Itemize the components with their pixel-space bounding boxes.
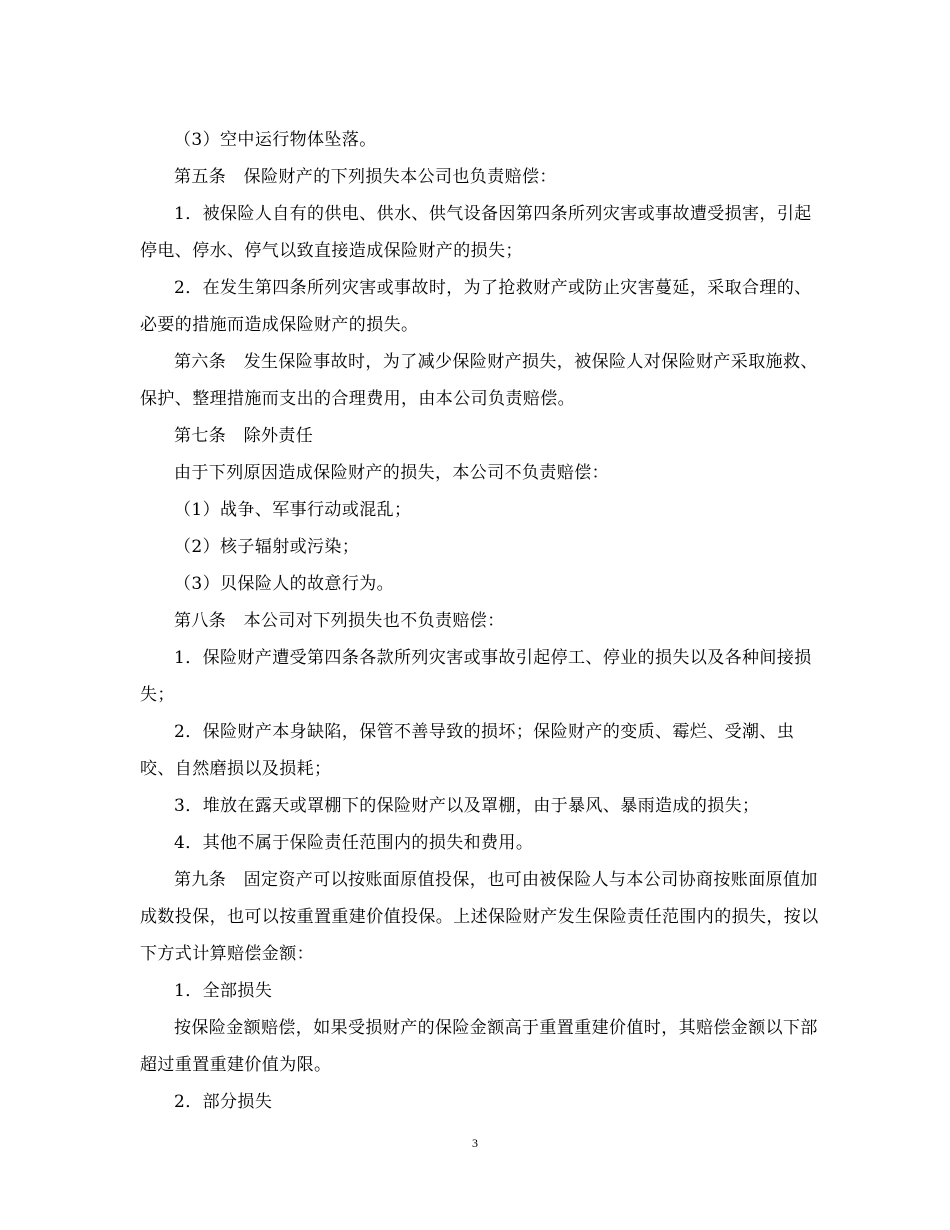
article-7-heading: 第七条 除外责任 <box>174 426 314 446</box>
article-5-item-2: 2．在发生第四条所列灾害或事故时，为了抢救财产或防止灾害蔓延，采取合理的、必要的措施而造成保险财产的损失。 <box>140 278 812 335</box>
article-7-intro: 由于下列原因造成保险财产的损失，本公司不负责赔偿： <box>174 463 609 483</box>
article-8-item-3: 3．堆放在露天或罩棚下的保险财产以及罩棚，由于暴风、暴雨造成的损失； <box>174 796 760 816</box>
article-5-item-1: 1．被保险人自有的供电、供水、供气设备因第四条所列灾害或事故遭受损害，引起停电、停水、停气以致直接造成保险财产的损失； <box>140 204 812 261</box>
document-body <box>140 122 820 1121</box>
article-9-item-1-text: 按保险金额赔偿，如果受损财产的保险金额高于重置重建价值时，其赔偿金额以下部超过重置重建价值为限。 <box>140 1018 818 1075</box>
article-8-item-4: 4．其他不属于保险责任范围内的损失和费用。 <box>174 833 534 853</box>
article-9: 第九条 固定资产可以按账面原值投保，也可由被保险人与本公司协商按账面原值加成数投保，也可以按重置重建价值投保。上述保险财产发生保险责任范围内的损失，按以下方式计算赔偿金额： <box>140 870 819 964</box>
article-8-item-1: 1．保险财产遭受第四条各款所列灾害或事故引起停工、停业的损失以及各种间接损失； <box>140 648 812 705</box>
article-9-item-2-heading: 2．部分损失 <box>174 1092 273 1112</box>
article-9-item-1-heading: 1．全部损失 <box>174 981 273 1001</box>
article-8-heading: 第八条 本公司对下列损失也不负责赔偿： <box>174 611 505 631</box>
paragraph-item-3-falling-objects: （3）空中运行物体坠落。 <box>174 130 377 150</box>
page-number: 3 <box>472 1136 478 1150</box>
article-7-item-3: （3）贝保险人的故意行为。 <box>174 574 395 594</box>
article-7-item-2: （2）核子辐射或污染； <box>174 537 360 557</box>
article-7-item-1: （1）战争、军事行动或混乱； <box>174 500 412 520</box>
article-8-item-2: 2．保险财产本身缺陷，保管不善导致的损坏；保险财产的变质、霉烂、受潮、虫咬、自然磨损以及损耗； <box>140 722 795 779</box>
article-6: 第六条 发生保险事故时，为了减少保险财产损失，被保险人对保险财产采取施救、保护、整理措施而支出的合理费用，由本公司负责赔偿。 <box>140 352 818 409</box>
article-5-heading: 第五条 保险财产的下列损失本公司也负责赔偿： <box>174 167 557 187</box>
